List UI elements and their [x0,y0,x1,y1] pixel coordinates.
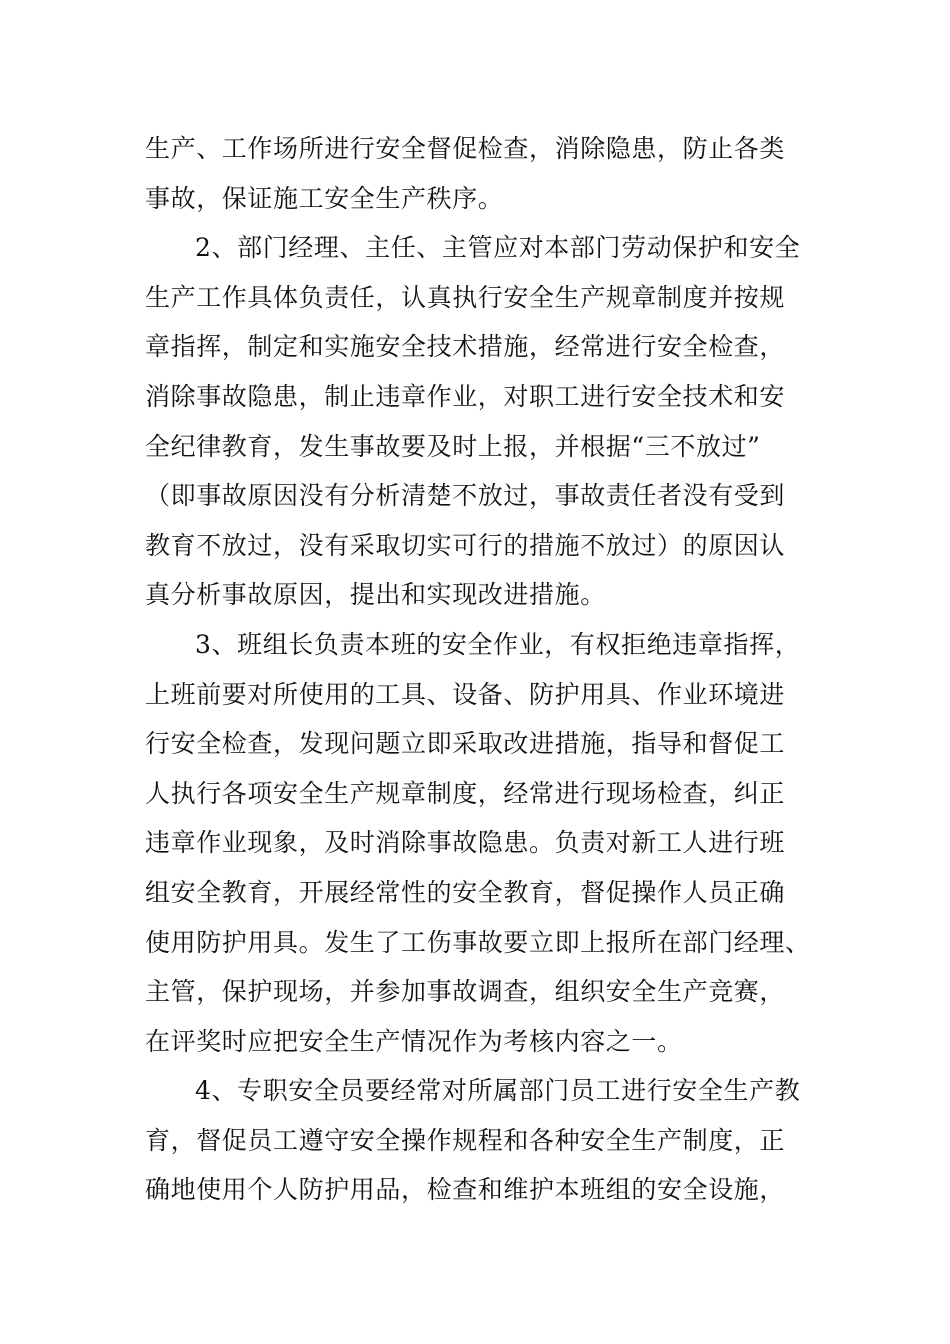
text-line-2: 事故，保证施工安全生产秩序。 [145,183,504,213]
text-line-21: 育，督促员工遵守安全操作规程和各种安全生产制度，正 [145,1125,786,1155]
text-line-5: 章指挥，制定和实施安全技术措施，经常进行安全检查， [145,332,786,362]
text-line-9: 教育不放过，没有采取切实可行的措施不放过）的原因认 [145,530,786,560]
text-line-15: 违章作业现象，及时消除事故隐患。负责对新工人进行班 [145,828,786,858]
text-line-22: 确地使用个人防护用品，检查和维护本班组的安全设施， [145,1175,786,1205]
paragraph-2-start: 2、部门经理、主任、主管应对本部门劳动保护和安全 [195,233,801,263]
text-line-13: 行安全检查，发现问题立即采取改进措施，指导和督促工 [145,729,786,759]
paragraph-4-start: 4、专职安全员要经常对所属部门员工进行安全生产教 [195,1076,801,1106]
paragraph-3-start: 3、班组长负责本班的安全作业，有权拒绝违章指挥， [195,629,801,659]
text-line-1: 生产、工作场所进行安全督促检查，消除隐患，防止各类 [145,134,786,163]
text-line-7: 全纪律教育，发生事故要及时上报，并根据“三不放过” [145,431,761,461]
text-line-10: 真分析事故原因，提出和实现改进措施。 [145,580,606,610]
document-page [145,124,811,1215]
text-line-6: 消除事故隐患，制止违章作业，对职工进行安全技术和安 [145,381,786,411]
text-line-12: 上班前要对所使用的工具、设备、防护用具、作业环境进 [145,679,786,709]
text-line-16: 组安全教育，开展经常性的安全教育，督促操作人员正确 [145,877,786,907]
text-line-19: 在评奖时应把安全生产情况作为考核内容之一。 [145,1026,683,1056]
text-line-8: （即事故原因没有分析清楚不放过，事故责任者没有受到 [145,481,786,511]
text-line-4: 生产工作具体负责任，认真执行安全生产规章制度并按规 [145,282,786,312]
text-line-14: 人执行各项安全生产规章制度，经常进行现场检查，纠正 [145,778,786,808]
text-line-18: 主管，保护现场，并参加事故调查，组织安全生产竞赛， [145,977,786,1007]
text-line-17: 使用防护用具。发生了工伤事故要立即上报所在部门经理、 [145,927,811,957]
